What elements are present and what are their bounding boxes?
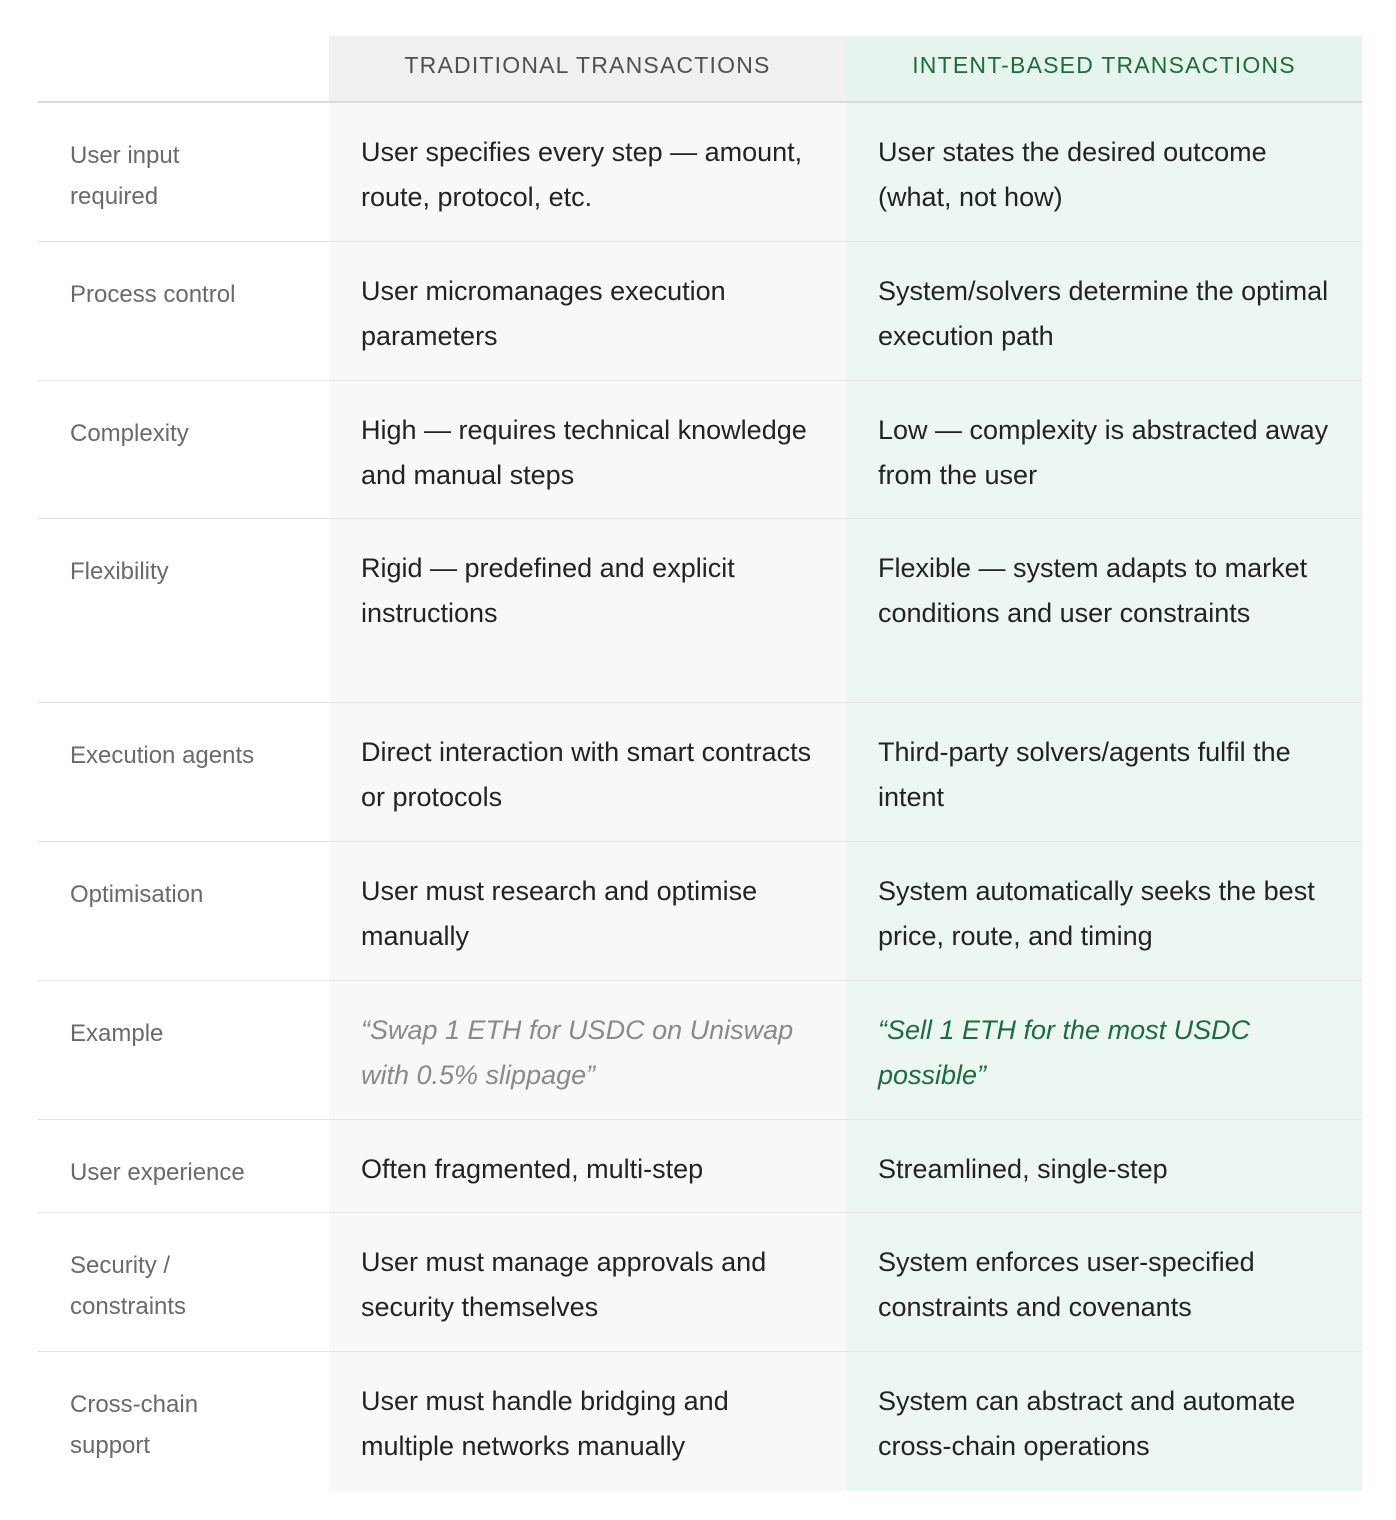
header-empty-cell — [38, 36, 329, 101]
traditional-cell: Often fragmented, multi-step — [329, 1120, 846, 1212]
row-label: Execution agents — [70, 742, 255, 769]
row-label: Process control — [70, 281, 236, 308]
table-header-row — [38, 36, 1362, 103]
traditional-cell: User must manage approvals and security themselves — [329, 1213, 846, 1351]
row-label: Cross-chain support — [70, 1391, 199, 1459]
header-traditional: TRADITIONAL TRANSACTIONS — [329, 36, 846, 101]
traditional-example-cell: “Swap 1 ETH for USDC on Uniswap with 0.5% slippage” — [329, 981, 846, 1119]
row-label: Optimisation — [70, 881, 204, 908]
intent-cell: System/solvers determine the optimal execution path — [846, 242, 1362, 380]
intent-cell: Third-party solvers/agents fulfil the intent — [846, 703, 1362, 841]
traditional-cell: User specifies every step — amount, route, protocol, etc. — [329, 103, 846, 241]
table-row — [38, 1352, 1362, 1491]
traditional-cell: User must handle bridging and multiple networks manually — [329, 1352, 846, 1491]
row-label: Security / constraints — [70, 1252, 187, 1320]
table-row — [38, 842, 1362, 981]
intent-cell: User states the desired outcome (what, not how) — [846, 103, 1362, 241]
table-row — [38, 242, 1362, 381]
traditional-cell: Direct interaction with smart contracts or protocols — [329, 703, 846, 841]
traditional-cell: Rigid — predefined and explicit instructions — [329, 519, 846, 702]
intent-cell: System enforces user-specified constraints and covenants — [846, 1213, 1362, 1351]
row-label: Flexibility — [70, 558, 169, 585]
intent-example-cell: “Sell 1 ETH for the most USDC possible” — [846, 981, 1362, 1119]
intent-cell: Streamlined, single-step — [846, 1120, 1362, 1212]
table-row — [38, 381, 1362, 519]
table-row — [38, 703, 1362, 842]
table-row — [38, 103, 1362, 242]
table-row — [38, 1213, 1362, 1352]
intent-cell: System automatically seeks the best price, route, and timing — [846, 842, 1362, 980]
traditional-cell: User micromanages execution parameters — [329, 242, 846, 380]
intent-cell: Low — complexity is abstracted away from the user — [846, 381, 1362, 518]
comparison-table — [38, 36, 1362, 1491]
intent-cell: Flexible — system adapts to market conditions and user constraints — [846, 519, 1362, 702]
header-intent-based: INTENT-BASED TRANSACTIONS — [846, 36, 1362, 101]
table-row — [38, 1120, 1362, 1213]
row-label: User input required — [70, 142, 180, 210]
intent-cell: System can abstract and automate cross-chain operations — [846, 1352, 1362, 1491]
row-label: User experience — [70, 1159, 245, 1186]
row-label: Example — [70, 1020, 164, 1047]
table-row — [38, 981, 1362, 1120]
row-label: Complexity — [70, 420, 189, 447]
traditional-cell: High — requires technical knowledge and manual steps — [329, 381, 846, 518]
table-row — [38, 519, 1362, 703]
traditional-cell: User must research and optimise manually — [329, 842, 846, 980]
